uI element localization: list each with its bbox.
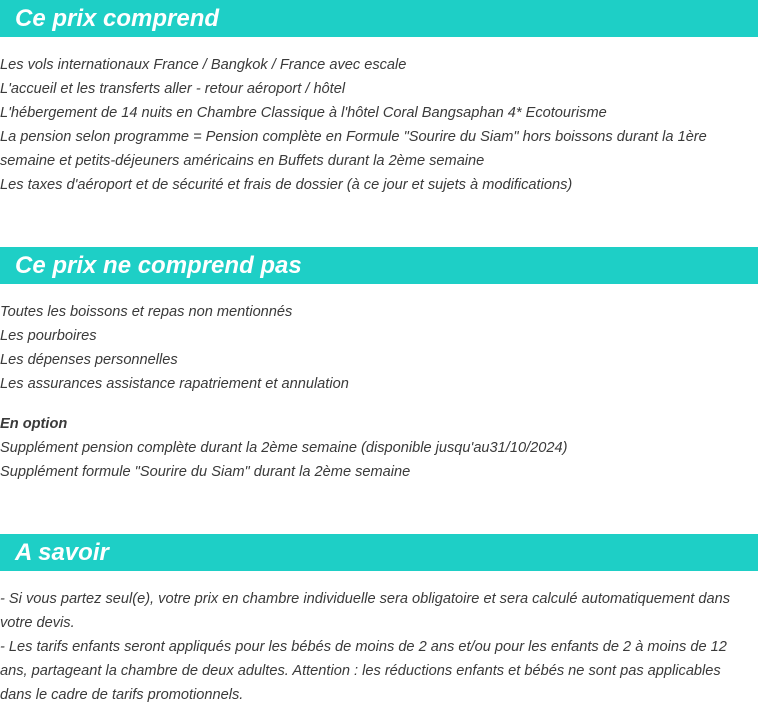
list-item: Supplément formule "Sourire du Siam" durant la 2ème semaine	[0, 464, 411, 480]
list-item: L'hébergement de 14 nuits en Chambre Classique à l'hôtel Coral Bangsaphan 4* Ecotourisme	[0, 105, 607, 121]
list-item: Supplément pension complète durant la 2ème semaine (disponible jusqu'au31/10/2024)	[0, 440, 568, 456]
list-item: Les dépenses personnelles	[0, 352, 178, 368]
list-item: Les vols internationaux France / Bangkok / France avec escale	[0, 57, 407, 73]
options-title: En option	[0, 416, 68, 432]
list-item: La pension selon programme = Pension complète en Formule "Sourire du Siam" hors boissons durant la 1ère semaine et petits-déjeuners américains en Buffets durant la 2ème semaine	[0, 129, 707, 169]
not-included-list	[0, 300, 756, 396]
list-item: Les taxes d'aéroport et de sécurité et frais de dossier (à ce jour et sujets à modifications)	[0, 177, 573, 193]
section-header-good-to-know	[0, 534, 758, 571]
section-header-included	[0, 0, 758, 37]
options-list	[0, 412, 756, 484]
list-item: Les pourboires	[0, 328, 97, 344]
list-item: L'accueil et les transferts aller - retour aéroport / hôtel	[0, 81, 346, 97]
list-item: - Les tarifs enfants seront appliqués pour les bébés de moins de 2 ans et/ou pour les enfants de 2 à moins de 12 ans, partageant la chambre de deux adultes. Attention : les réductions enfants et bébés ne sont pas applicables dans le cadre de tarifs promotionnels.	[0, 639, 727, 703]
good-to-know-text	[0, 587, 756, 707]
list-item: Les assurances assistance rapatriement et annulation	[0, 376, 349, 392]
section-title-good-to-know: A savoir	[15, 539, 109, 566]
section-header-not-included	[0, 247, 758, 284]
section-title-not-included: Ce prix ne comprend pas	[15, 252, 302, 279]
list-item: - Si vous partez seul(e), votre prix en chambre individuelle sera obligatoire et sera calculé automatiquement dans votre devis.	[0, 591, 731, 631]
included-list	[0, 53, 756, 197]
section-title-included: Ce prix comprend	[15, 5, 220, 32]
list-item: Toutes les boissons et repas non mentionnés	[0, 304, 293, 320]
